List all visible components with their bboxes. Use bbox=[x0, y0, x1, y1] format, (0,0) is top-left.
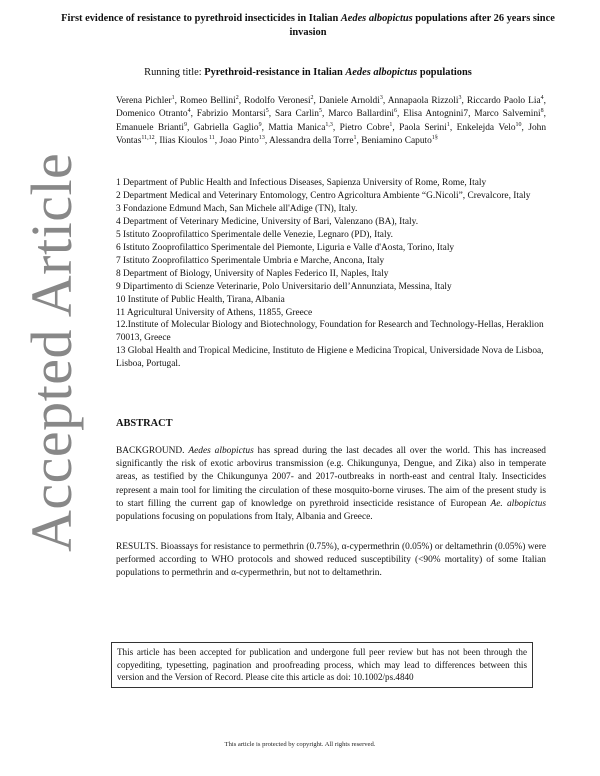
author-affiliation-marker: 8 bbox=[540, 108, 544, 115]
affiliation-item: 13 Global Health and Tropical Medicine, Instituto de Higiene e Medicina Tropical, Universidade Nova de Lisboa, Lisboa, Portugal. bbox=[116, 346, 544, 370]
copyright-footer: This article is protected by copyright. All rights reserved. bbox=[224, 741, 376, 748]
affiliation-item: 10 Institute of Public Health, Tirana, Albania bbox=[116, 294, 285, 305]
affiliation-item: 11 Agricultural University of Athens, 11855, Greece bbox=[116, 307, 313, 318]
author-name: Fabrizio Montarsi bbox=[196, 109, 266, 120]
abstract-results: RESULTS. Bioassays for resistance to permethrin (0.75%), α-cypermethrin (0.05%) or deltamethrin (0.05%) were performed according to WHO protocols and showed reduced susceptibility (<90% mortality) of some Italian populations to permethrin and α-cypermethrin, but not to deltamethrin. bbox=[116, 542, 546, 579]
author-name: Paola Serini bbox=[399, 122, 447, 133]
author-affiliation-marker: 3 bbox=[458, 94, 462, 101]
author-affiliation-marker: 3 bbox=[379, 94, 383, 101]
author-name: Verena Pichler bbox=[116, 96, 172, 106]
affiliation-item: 3 Fondazione Edmund Mach, San Michele all'Adige (TN), Italy. bbox=[116, 203, 358, 214]
author-name: Daniele Arnoldi bbox=[318, 96, 380, 106]
author-affiliation-marker: 5 bbox=[318, 108, 322, 115]
author-affiliation-marker: 2 bbox=[235, 94, 239, 101]
author-name: Alessandra della Torre bbox=[268, 136, 354, 147]
author-affiliation-marker: 1 bbox=[389, 121, 393, 128]
affiliation-item: 12.Institute of Molecular Biology and Biotechnology, Foundation for Research and Technology-Hellas, Heraklion 70013, Greece bbox=[116, 320, 544, 344]
author-affiliation-marker: 4 bbox=[187, 108, 191, 115]
author-affiliation-marker: 4 bbox=[540, 94, 544, 101]
author-affiliation-marker: 1§ bbox=[431, 135, 438, 142]
paper-title: First evidence of resistance to pyrethroid insecticides in Italian Aedes albopictus populations after 26 years since invasion bbox=[61, 13, 555, 38]
running-title: Running title: Pyrethroid-resistance in Italian Aedes albopictus populations bbox=[144, 67, 472, 78]
author-name: Mattia Manica bbox=[268, 122, 326, 133]
author-name: Enkelejda Velo bbox=[456, 122, 516, 133]
author-affiliation-marker: 10 bbox=[515, 121, 522, 128]
author-name: Rodolfo Veronesi bbox=[244, 96, 311, 106]
author-name: Domenico Otranto bbox=[116, 109, 188, 120]
affiliation-item: 8 Department of Biology, University of Naples Federico II, Naples, Italy bbox=[116, 268, 389, 279]
author-name: Marco Salvemini bbox=[474, 109, 541, 120]
author-affiliation-marker: 11 bbox=[207, 135, 215, 142]
author-affiliation-marker: 9 bbox=[258, 121, 262, 128]
author-name: Ilias Kioulos bbox=[159, 136, 208, 147]
accepted-article-watermark: Accepted Article bbox=[19, 152, 84, 552]
author-name: Riccardo Paolo Lia bbox=[466, 96, 541, 106]
affiliation-item: 7 Istituto Zooprofilattico Sperimentale Umbria e Marche, Ancona, Italy bbox=[116, 255, 385, 266]
author-name: Sara Carlin bbox=[275, 109, 319, 120]
affiliation-item: 9 Dipartimento di Scienze Veterinarie, Polo Universitario dell’Annunziata, Messina, Italy bbox=[116, 281, 452, 292]
author-affiliation-marker: 1,3 bbox=[325, 121, 333, 128]
author-affiliation-marker: 6 bbox=[394, 108, 398, 115]
affiliation-item: 5 Istituto Zooprofilattico Sperimentale delle Venezie, Legnaro (PD), Italy. bbox=[116, 229, 393, 240]
author-name: Joao Pinto bbox=[219, 136, 259, 147]
accepted-notice-box: This article has been accepted for publication and undergone full peer review but has not been through the copyediting, typesetting, pagination and proofreading process, which may lead to differences between this version and the Version of Record. Please cite this article as doi: 10.1002/ps.4840 bbox=[111, 642, 533, 688]
affiliation-item: 6 Istituto Zooprofilattico Sperimentale del Piemonte, Liguria e Valle d'Aosta, Torino, Italy bbox=[116, 242, 455, 253]
affiliation-item: 2 Department Medical and Veterinary Entomology, Centro Agricoltura Ambiente “G.Nicoli”, Crevalcore, Italy bbox=[116, 190, 531, 201]
author-affiliation-marker: 13 bbox=[258, 135, 265, 142]
author-name: Romeo Bellini bbox=[180, 96, 236, 106]
author-name: Emanuele Brianti bbox=[116, 122, 184, 133]
author-name: Marco Ballardini bbox=[328, 109, 395, 120]
author-affiliation-marker: 1 bbox=[353, 135, 357, 142]
author-name: Pietro Cobre bbox=[339, 122, 390, 133]
author-affiliation-marker: 11,12 bbox=[141, 135, 155, 142]
author-list: Verena Pichler$^1$, Romeo Bellini$^2$, Rodolfo Veronesi$^2$, Daniele Arnoldi$^3$, Annapaola Rizzoli$^3$, Riccardo Paolo Lia$^4$, Domenico Otranto$^4$, Fabrizio Montarsi$^5$, Sara Carlin$^5$, Marco Ballardini$^6$, Elisa Antognini7, Marco Salvemini$^8$, Emanuele Brianti$^9$, Gabriella Gaglio$^9$, Mattia Manica$^{1,3}$, Pietro Cobre$^1$, Paola Serini$^1$, Enkelejda Velo$^{10}$, John Vontas$^{11,12}$, Ilias Kioulos $^{11}$, Joao Pinto$^{13}$, Alessandra della Torre$^1$, Beniamino Caputo$^{1\S}$ bbox=[116, 94, 547, 147]
author-name: Gabriella Gaglio bbox=[193, 122, 259, 133]
author-name: Elisa Antognini7 bbox=[403, 109, 469, 120]
affiliation-item: 4 Department of Veterinary Medicine, University of Bari, Valenzano (BA), Italy. bbox=[116, 216, 419, 227]
author-affiliation-marker: 1 bbox=[446, 121, 450, 128]
author-affiliation-marker: 2 bbox=[310, 94, 314, 101]
author-affiliation-marker: 9 bbox=[183, 121, 187, 128]
abstract-background: BACKGROUND. Aedes albopictus has spread during the last decades all over the world. This has increased significantly the risk of exotic arbovirus transmission (e.g. Chikungunya, Dengue, and Zika) also in temperate areas, as testified by the Chikungunya 2007- and 2017-outbreaks in north-east and central Italy. Insecticides represent a main tool for limiting the circulation of these mosquito-borne viruses. The aim of the present study is to start filling the current gap of knowledge on pyrethroid insecticide resistance of European Ae. albopictus populations focusing on populations from Italy, Albania and Greece. bbox=[116, 446, 547, 523]
affiliation-item: 1 Department of Public Health and Infectious Diseases, Sapienza University of Rome, Rome, Italy bbox=[116, 178, 487, 188]
author-affiliation-marker: 1 bbox=[171, 94, 175, 101]
author-name: Beniamino Caputo bbox=[361, 136, 432, 147]
author-name: Annapaola Rizzoli bbox=[387, 96, 459, 106]
author-name: John Vontas bbox=[116, 122, 547, 147]
author-affiliation-marker: 5 bbox=[265, 108, 269, 115]
abstract-heading: ABSTRACT bbox=[116, 418, 173, 429]
affiliation-list bbox=[116, 177, 548, 371]
